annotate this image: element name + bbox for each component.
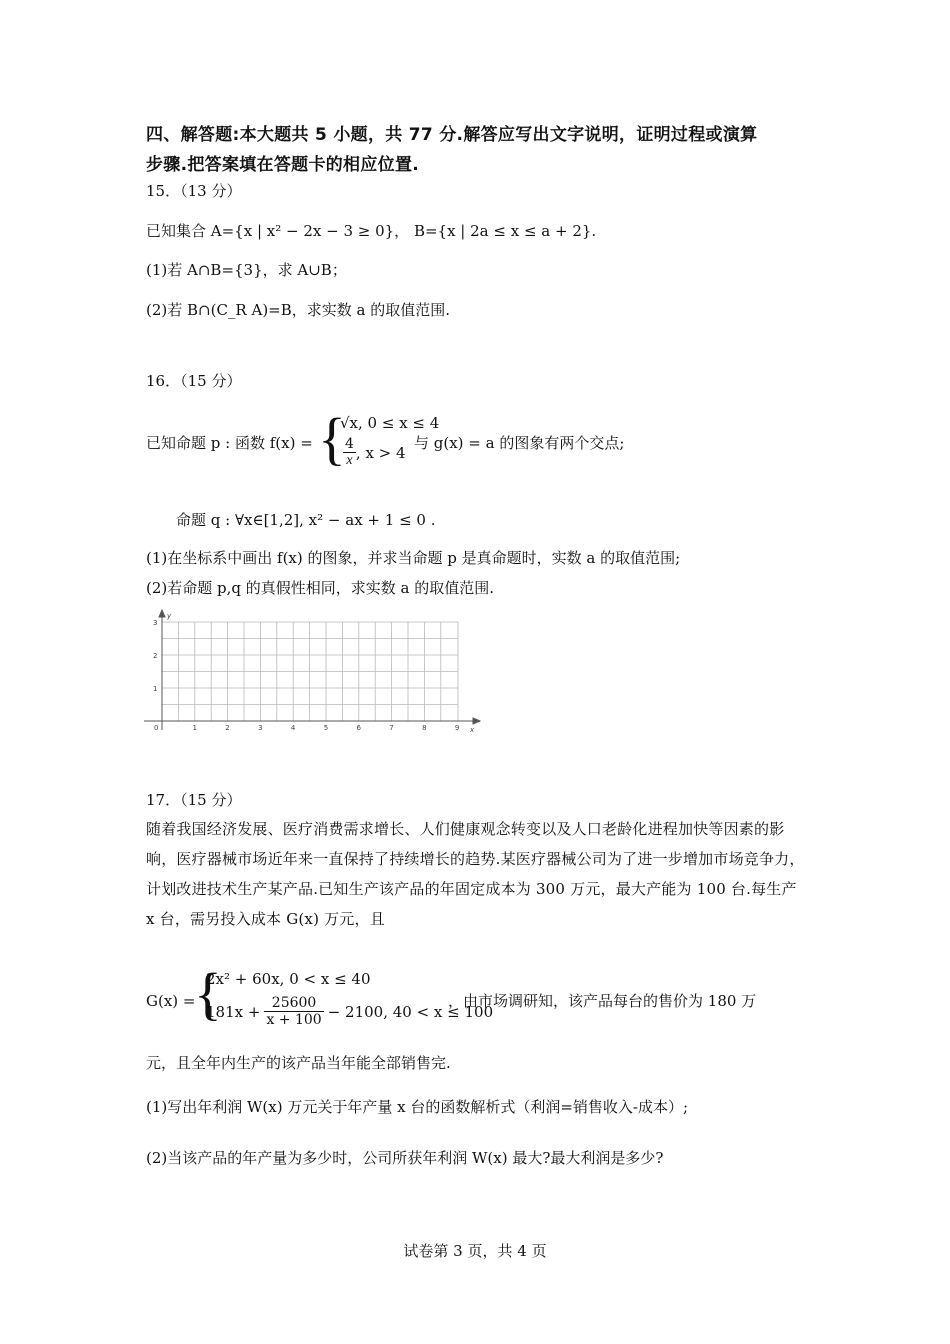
x-tick-2: 2: [225, 724, 230, 732]
q16-case2-condition: , x > 4: [355, 443, 406, 462]
q17-g-lhs: G(x) =: [146, 992, 196, 1010]
q17-g-case2-term: 181x +: [206, 1002, 261, 1021]
q16-prop-q: 命题 q : ∀x∈[1,2], x² − ax + 1 ≤ 0 .: [176, 511, 436, 529]
q15-number: 15．（13 分）: [146, 182, 242, 200]
y-tick-1: 1: [153, 685, 158, 693]
x-tick-1: 1: [192, 724, 197, 732]
x-tick-7: 7: [389, 724, 394, 732]
x-axis-arrow: [473, 718, 480, 724]
q16-part2: (2)若命题 p,q 的真假性相同，求实数 a 的取值范围.: [146, 579, 495, 597]
x-axis-label: x: [470, 726, 475, 734]
q16-case2-numerator: 4: [345, 436, 354, 452]
q17-g-case2-fraction: [264, 995, 323, 1028]
x-tick-3: 3: [258, 724, 263, 732]
x-tick-6: 6: [356, 724, 361, 732]
q17-number: 17．（15 分）: [146, 791, 242, 809]
q15-statement: 已知集合 A={x | x² − 2x − 3 ≥ 0}， B={x | 2a ≤ x ≤ a + 2}.: [146, 222, 597, 240]
x-tick-5: 5: [323, 724, 329, 732]
y-axis-label: y: [167, 612, 172, 620]
q17-part1: (1)写出年利润 W(x) 万元关于年产量 x 台的函数解析式（利润=销售收入-成本）;: [146, 1098, 689, 1116]
q16-case1: √x, 0 ≤ x ≤ 4: [340, 414, 440, 432]
q16-case2: [343, 436, 406, 469]
q15-part1: (1)若 A∩B={3}，求 A∪B；: [146, 261, 347, 279]
q16-case2-denominator: x: [346, 453, 353, 468]
q17-g-case2-numerator: 25600: [264, 995, 323, 1012]
y-tick-3: 3: [153, 619, 158, 627]
q17-paragraph: 随着我国经济发展、医疗消费需求增长、人们健康观念转变以及人口老龄化进程加快等因素的影响，医疗器械市场近年来一直保持了持续增长的趋势.某医疗器械公司为了进一步增加市场竞争力，计划改进技术生产某产品.已知生产该产品的年固定成本为 300 万元，最大产能为 100 台.每生产 x 台，需另投入成本 G(x) 万元，且: [146, 820, 805, 928]
q17-part2: (2)当该产品的年产量为多少时，公司所获年利润 W(x) 最大?最大利润是多少?: [146, 1149, 664, 1167]
section-title-line1: 四、解答题:本大题共 5 小题，共 77 分.解答应写出文字说明，证明过程或演算: [146, 125, 758, 145]
x-tick-4: 4: [290, 724, 296, 732]
q16-premise-intro: 已知命题 p : 函数 f(x) =: [146, 434, 313, 452]
coordinate-grid: [140, 608, 490, 740]
q16-premise-tail: 与 g(x) = a 的图象有两个交点;: [414, 434, 625, 452]
grid-lines: [162, 622, 458, 721]
q17-g-case1: 2x² + 60x, 0 < x ≤ 40: [206, 970, 371, 988]
section-title-line2: 步骤.把答案填在答题卡的相应位置.: [146, 155, 420, 175]
q17-piecewise-brace: {: [194, 961, 222, 1026]
q17-after-formula: ，由市场调研知，该产品每台的售价为 180 万: [448, 992, 757, 1010]
q16-piecewise-brace: {: [318, 406, 346, 471]
q16-number: 16．（15 分）: [146, 372, 242, 390]
q17-g-case2-tail: − 2100, 40 < x ≤ 100: [327, 1002, 494, 1021]
q17-line-after: 元，且全年内生产的该产品当年能全部销售完.: [146, 1054, 451, 1072]
page-footer: 试卷第 3 页，共 4 页: [403, 1242, 547, 1260]
x-tick-8: 8: [422, 724, 427, 732]
q15-part2: (2)若 B∩(C_R A)=B，求实数 a 的取值范围.: [146, 301, 451, 319]
q16-part1: (1)在坐标系中画出 f(x) 的图象，并求当命题 p 是真命题时，实数 a 的取值范围;: [146, 549, 681, 567]
q16-case2-fraction: [343, 436, 356, 469]
y-axis-arrow: [159, 610, 165, 617]
grid-origin-label: 0: [154, 724, 159, 732]
q17-g-case2-denominator: x + 100: [266, 1012, 322, 1028]
x-tick-9: 9: [454, 724, 460, 732]
y-tick-2: 2: [153, 652, 158, 660]
